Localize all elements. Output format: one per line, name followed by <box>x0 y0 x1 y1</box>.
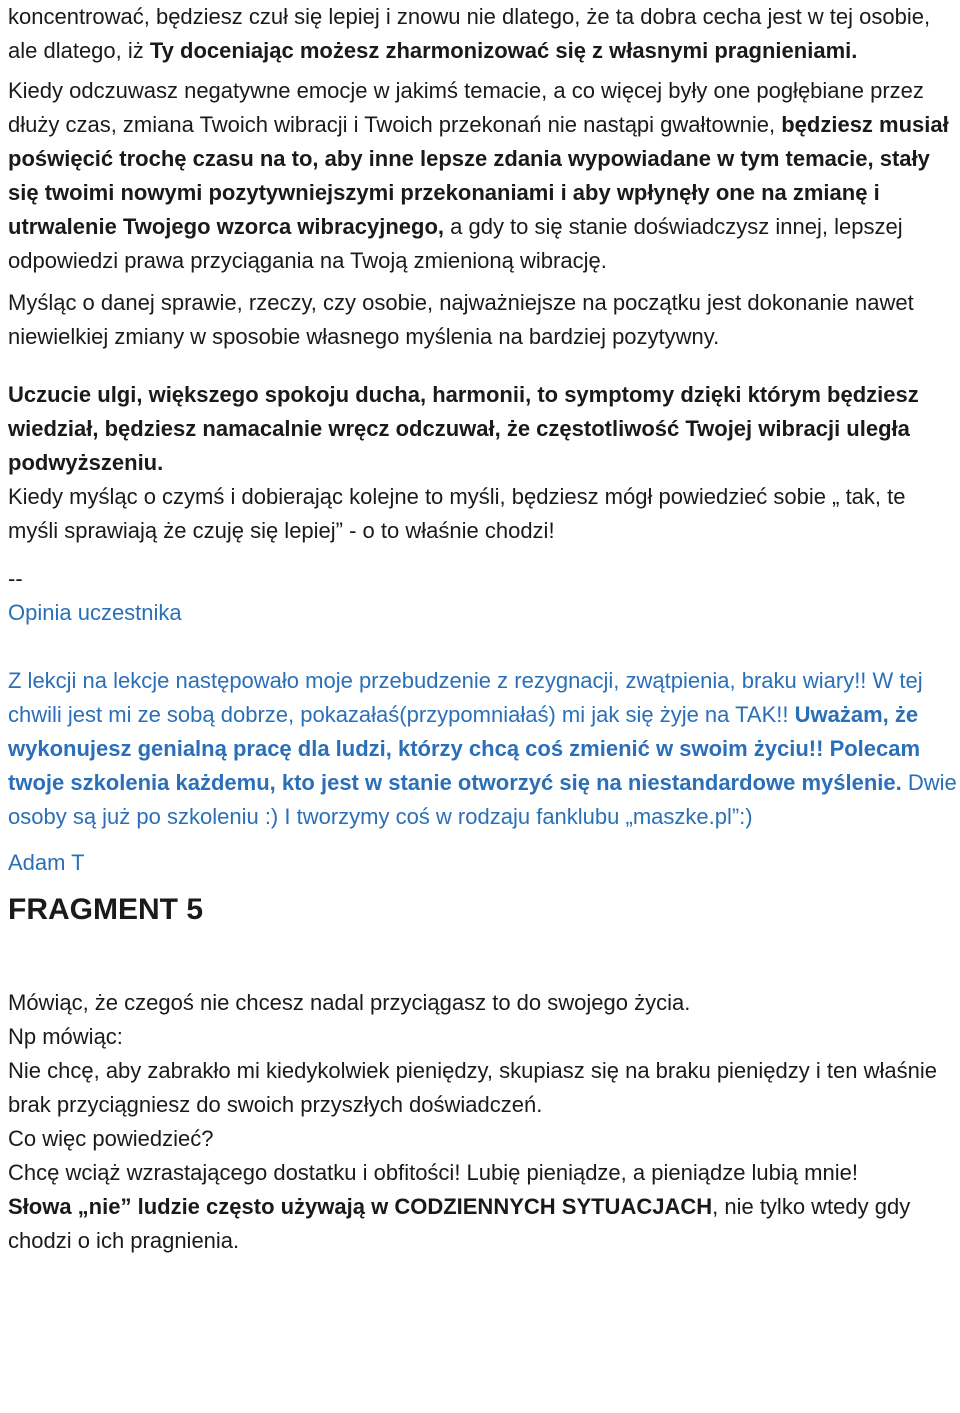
intro-text: koncentrować, będziesz czuł się lepiej i znowu nie dlatego, że ta dobra cecha jest w tej osobie, ale dlatego, iż <box>8 4 931 63</box>
fragment-line-2: Np mówiąc: <box>8 1024 123 1049</box>
paragraph-relief-symptoms: Uczucie ulgi, większego spokoju ducha, harmonii, to symptomy dzięki którym będziesz wiedział, będziesz namacalnie wręcz odczuwał, że częstotliwość Twojej wibracji uległa podwyższeniu. <box>8 382 919 475</box>
fragment-line-6-text: , nie tylko wtedy gdy chodzi o ich pragnienia. <box>8 1194 911 1253</box>
paragraph-choosing-thoughts: Kiedy myśląc o czymś i dobierając kolejne to myśli, będziesz mógł powiedzieć sobie „ tak, te myśli sprawiają że czuję się lepiej” - o to właśnie chodzi! <box>8 484 906 543</box>
negative-emotions-text: Kiedy odczuwasz negatywne emocje w jakimś temacie, a co więcej były one pogłębiane przez dłuży czas, zmiana Twoich wibracji i Twoich przekonań nie nastąpi gwałtownie, <box>8 78 924 137</box>
negative-emotions-tail-text: a gdy to się stanie doświadczysz innej, lepszej odpowiedzi prawa przyciągania na Twoją zmienioną wibrację. <box>8 214 903 273</box>
paragraph-thinking-change: Myśląc o danej sprawie, rzeczy, czy osobie, najważniejsze na początku jest dokonanie nawet niewielkiej zmiany w sposobie własnego myślenia na bardziej pozytywny. <box>8 290 914 349</box>
fragment-line-6-bold: Słowa „nie” ludzie często używają w CODZIENNYCH SYTUACJACH <box>8 1194 713 1219</box>
fragment-line-4: Co więc powiedzieć? <box>8 1126 214 1151</box>
opinion-heading: Opinia uczestnika <box>8 600 182 625</box>
fragment-line-1: Mówiąc, że czegoś nie chcesz nadal przyciągasz to do swojego życia. <box>8 990 691 1015</box>
paragraph-negative-emotions <box>8 74 958 278</box>
fragment-line-6 <box>8 1190 958 1258</box>
opinion-author: Adam T <box>8 850 85 875</box>
paragraph-intro <box>8 0 958 68</box>
testimonial-text: Z lekcji na lekcje następowało moje przebudzenie z rezygnacji, zwątpienia, braku wiary!! W tej chwili jest mi ze sobą dobrze, pokazałaś(przypomniałaś) mi jak się żyje na TAK!! <box>8 668 923 727</box>
testimonial-tail-text: Dwie osoby są już po szkoleniu :) I tworzymy coś w rodzaju fanklubu „maszke.pl”:) <box>8 770 957 829</box>
separator: -- <box>8 566 23 591</box>
document-page <box>8 0 958 1258</box>
negative-emotions-bold-text: będziesz musiał poświęcić trochę czasu na to, aby inne lepsze zdania wypowiadane w tym temacie, stały się twoimi nowymi pozytywniejszymi przekonaniami i aby wpłynęły one na zmianę i utrwalenie Twojego wzorca wibracyjnego, <box>8 112 949 239</box>
intro-bold-text: Ty doceniając możesz zharmonizować się z własnymi pragnieniami. <box>149 38 858 63</box>
fragment-title: FRAGMENT 5 <box>8 893 203 926</box>
fragment-line-3: Nie chcę, aby zabrakło mi kiedykolwiek pieniędzy, skupiasz się na braku pieniędzy i ten właśnie brak przyciągniesz do swoich przyszłych doświadczeń. <box>8 1058 937 1117</box>
testimonial-bold-text: Uważam, że wykonujesz genialną pracę dla ludzi, którzy chcą coś zmienić w swoim życiu!! Polecam twoje szkolenia każdemu, kto jest w stanie otworzyć się na niestandardowe myślenie. <box>8 702 921 795</box>
opinion-testimonial <box>8 664 958 834</box>
fragment-line-5: Chcę wciąż wzrastającego dostatku i obfitości! Lubię pieniądze, a pieniądze lubią mnie! <box>8 1160 858 1185</box>
